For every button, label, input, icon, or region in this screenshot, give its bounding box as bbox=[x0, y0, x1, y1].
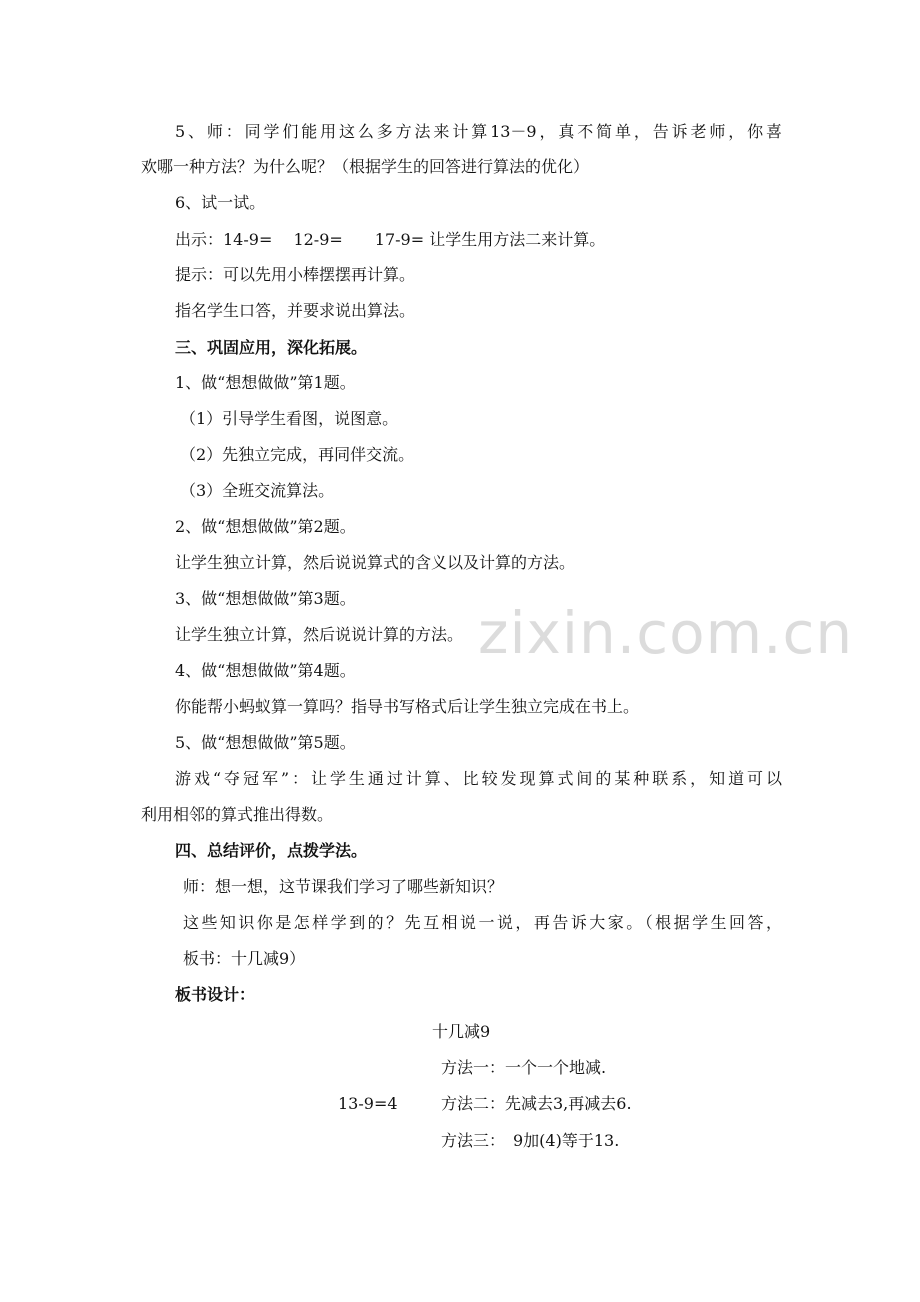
paragraph-line-20: 利用相邻的算式推出得数。 bbox=[141, 805, 334, 824]
paragraph-line-2: 欢哪一种方法？为什么呢？（根据学生的回答进行算法的优化） bbox=[141, 157, 590, 176]
paragraph-line-9: （1）引导学生看图，说图意。 bbox=[180, 409, 399, 428]
paragraph-line-10: （2）先独立完成，再同伴交流。 bbox=[180, 445, 415, 464]
paragraph-line-23: 这些知识你是怎样学到的？先互相说一说，再告诉大家。（根据学生回答， bbox=[183, 913, 782, 932]
paragraph-line-19: 游戏“夺冠军”：让学生通过计算、比较发现算式间的某种联系，知道可以 bbox=[175, 769, 782, 788]
paragraph-line-15: 让学生独立计算，然后说说计算的方法。 bbox=[175, 625, 464, 644]
section-heading-4: 四、总结评价，点拨学法。 bbox=[175, 841, 368, 860]
paragraph-line-4: 出示：14-9= 12-9= 17-9= 让学生用方法二来计算。 bbox=[175, 230, 606, 249]
watermark: zixin.com.cn bbox=[478, 599, 854, 667]
paragraph-line-18: 5、做“想想做做”第5题。 bbox=[175, 733, 356, 752]
paragraph-line-8: 1、做“想想做做”第1题。 bbox=[175, 373, 356, 392]
paragraph-line-1: 5、师：同学们能用这么多方法来计算13－9，真不简单，告诉老师，你喜 bbox=[175, 122, 782, 141]
paragraph-line-11: （3）全班交流算法。 bbox=[180, 481, 335, 500]
board-title: 十几减9 bbox=[432, 1022, 491, 1041]
board-method-3: 方法三： 9加(4)等于13. bbox=[441, 1131, 620, 1150]
paragraph-line-16: 4、做“想想做做”第4题。 bbox=[175, 661, 356, 680]
paragraph-line-3: 6、试一试。 bbox=[175, 193, 266, 212]
paragraph-line-17: 你能帮小蚂蚁算一算吗？指导书写格式后让学生独立完成在书上。 bbox=[175, 697, 640, 716]
paragraph-line-22: 师：想一想，这节课我们学习了哪些新知识？ bbox=[183, 877, 504, 896]
paragraph-line-13: 让学生独立计算，然后说说算式的含义以及计算的方法。 bbox=[175, 553, 576, 572]
paragraph-line-14: 3、做“想想做做”第3题。 bbox=[175, 589, 356, 608]
board-method-2: 方法二：先减去3,再减去6. bbox=[441, 1094, 632, 1113]
section-heading-3: 三、巩固应用，深化拓展。 bbox=[175, 338, 368, 357]
paragraph-line-5: 提示：可以先用小棒摆摆再计算。 bbox=[175, 265, 416, 284]
board-method-1: 方法一：一个一个地减. bbox=[441, 1058, 607, 1077]
paragraph-line-6: 指名学生口答，并要求说出算法。 bbox=[175, 301, 416, 320]
paragraph-line-12: 2、做“想想做做”第2题。 bbox=[175, 517, 356, 536]
board-equation: 13-9=4 bbox=[338, 1094, 398, 1113]
paragraph-line-24: 板书：十几减9） bbox=[183, 949, 306, 968]
board-design-heading: 板书设计： bbox=[175, 985, 256, 1004]
